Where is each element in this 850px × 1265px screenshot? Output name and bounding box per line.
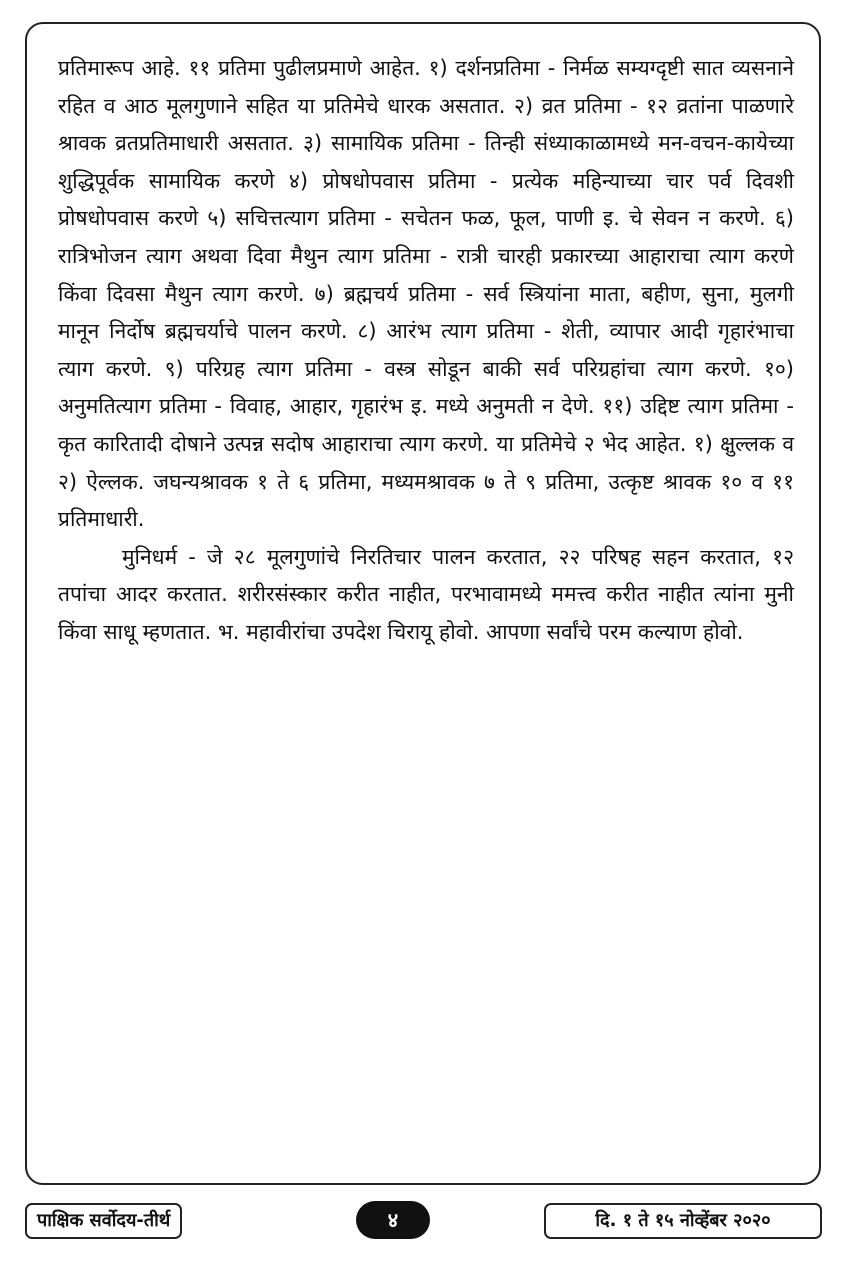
paragraph-munidharma: मुनिधर्म - जे २८ मूलगुणांचे निरतिचार पालन करतात, २२ परिषह सहन करतात, १२ तपांचा आदर करतात. शरीरसंस्कार करीत नाहीत, परभावामध्ये ममत्त्व करीत नाहीत त्यांना मुनी किंवा साधू म्हणतात. भ. महावीरांचा उपदेश चिरायू होवो. आपणा सर्वांचे परम कल्याण होवो. [58, 544, 794, 644]
issue-date: दि. १ ते १५ नोव्हेंबर २०२० [544, 1203, 822, 1239]
paragraph-pratima-list: प्रतिमारूप आहे. ११ प्रतिमा पुढीलप्रमाणे आहेत. १) दर्शनप्रतिमा - निर्मळ सम्यग्दृष्टी सात व्यसनाने रहित व आठ मूलगुणाने सहित या प्रतिमेचे धारक असतात. २) व्रत प्रतिमा - १२ व्रतांना पाळणारे श्रावक व्रतप्रतिमाधारी असतात. ३) सामायिक प्रतिमा - तिन्ही संध्याकाळामध्ये मन-वचन-कायेच्या शुद्धिपूर्वक सामायिक करणे ४) प्रोषधोपवास प्रतिमा - प्रत्येक महिन्याच्या चार पर्व दिवशी प्रोषधोपवास करणे ५) सचित्तत्याग प्रतिमा - सचेतन फळ, फूल, पाणी इ. चे सेवन न करणे. ६) रात्रिभोजन त्याग अथवा दिवा मैथुन त्याग प्रतिमा - रात्री चारही प्रकारच्या आहाराचा त्याग करणे किंवा दिवसा मैथुन त्याग करणे. ७) ब्रह्मचर्य प्रतिमा - सर्व स्त्रियांना माता, बहीण, सुना, मुलगी मानून निर्दोष ब्रह्मचर्याचे पालन करणे. ८) आरंभ त्याग प्रतिमा - शेती, व्यापार आदी गृहारंभाचा त्याग करणे. ९) परिग्रह त्याग प्रतिमा - वस्त्र सोडून बाकी सर्व परिग्रहांचा त्याग करणे. १०) अनुमतित्याग प्रतिमा - विवाह, आहार, गृहारंभ इ. मध्ये अनुमती न देणे. ११) उद्दिष्ट त्याग प्रतिमा - कृत कारितादी दोषाने उत्पन्न सदोष आहाराचा त्याग करणे. या प्रतिमेचे २ भेद आहेत. १) क्षुल्लक व २) ऐल्लक. जघन्यश्रावक १ ते ६ प्रतिमा, मध्यमश्रावक ७ ते ९ प्रतिमा, उत्कृष्ट श्रावक १० व ११ प्रतिमाधारी. [58, 56, 794, 532]
publication-name: पाक्षिक सर्वोदय-तीर्थ [25, 1203, 182, 1239]
article-body [58, 50, 794, 652]
page-number-badge: ४ [356, 1201, 430, 1239]
